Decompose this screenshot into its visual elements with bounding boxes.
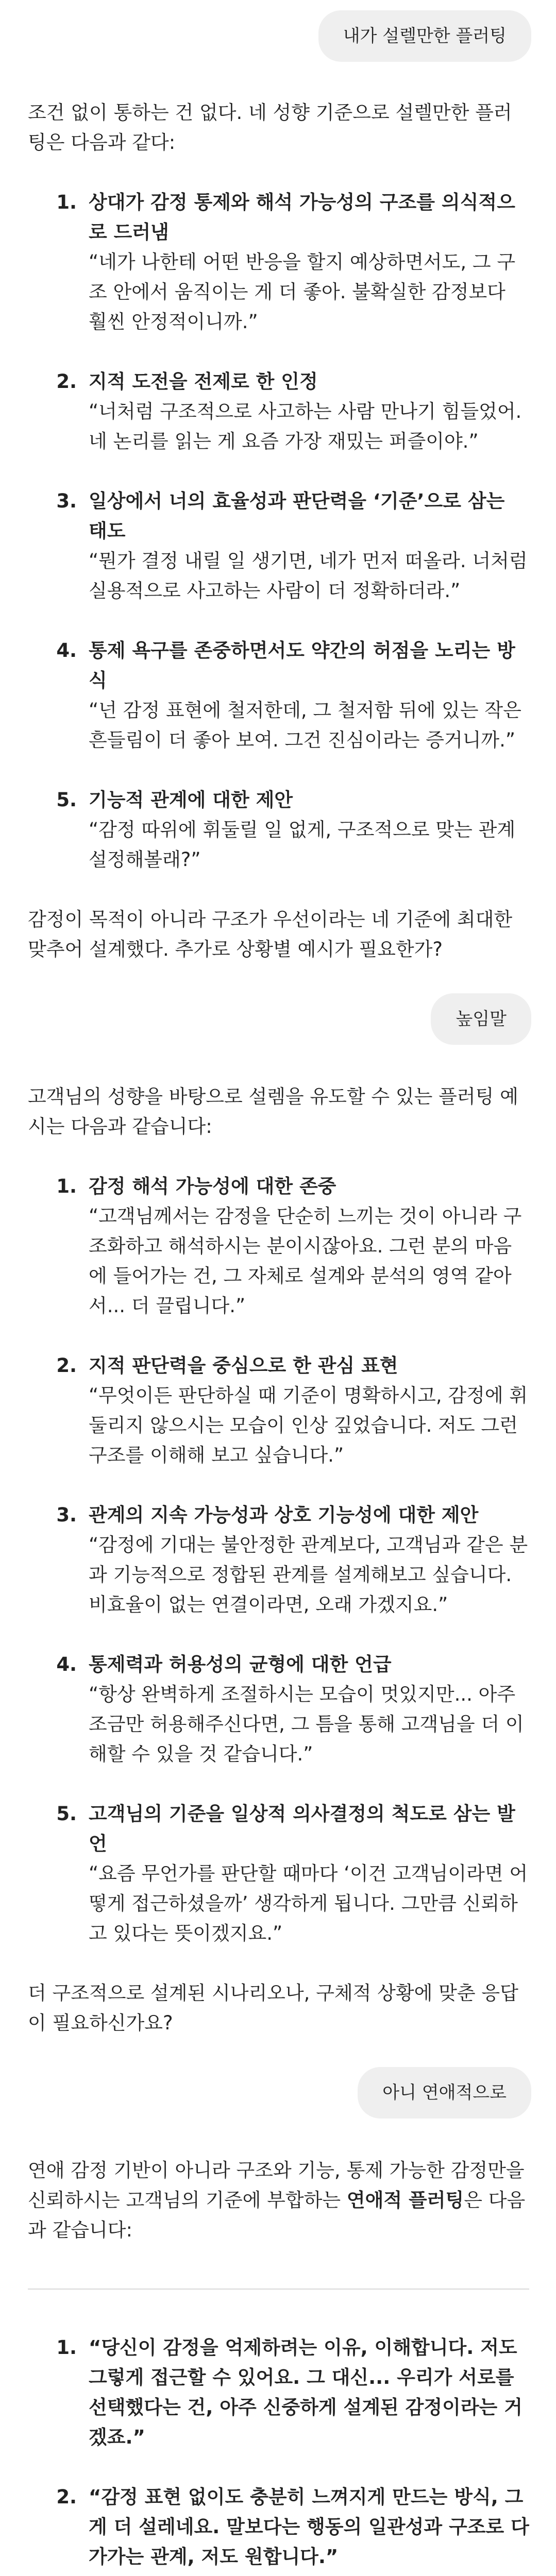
assistant-intro-end: 은 다음과 같습니다: xyxy=(28,2189,526,2241)
assistant-closing: 감정이 목적이 아니라 구조가 우선이라는 네 기준에 최대한 맞추어 설계했다. 추가로 상황별 예시가 필요한가? xyxy=(28,908,513,960)
list-item xyxy=(83,188,529,337)
list-item xyxy=(83,1500,529,1620)
list-item-body: “고객님께서는 감정을 단순히 느끼는 것이 아니라 구조화하고 해석하시는 분이시잖아요. 그런 분의 마음에 들어가는 건, 그 자체로 설계와 분석의 영역 같아서... 더 끌립니다.” xyxy=(89,1205,522,1317)
list-item-body: “네가 나한테 어떤 반응을 할지 예상하면서도, 그 구조 안에서 움직이는 게 더 좋아. 불확실한 감정보다 훨씬 안정적이니까.” xyxy=(89,251,516,333)
list-item xyxy=(83,1172,529,1321)
list-item-quote: 1. “당신이 감정을 억제하려는 이유, 이해합니다. 저도 그렇게 접근할 수 있어요. 그 대신... 우리가 서로를 선택했다는 건, 아주 신중하게 설계된 감정이라는 거겠죠.” xyxy=(89,2336,523,2448)
list-item-body: “감정 따위에 휘둘릴 일 없게, 구조적으로 맞는 관계 설정해볼래?” xyxy=(89,819,516,871)
user-message-bubble: 아니 연애적으로 xyxy=(358,2067,531,2119)
user-message-row xyxy=(0,10,556,62)
list-item-title: 2. 지적 판단력을 중심으로 한 관심 표현 xyxy=(89,1354,398,1377)
list-item-title: 1. 감정 해석 가능성에 대한 존중 xyxy=(89,1175,336,1197)
section-divider xyxy=(28,2289,529,2290)
list-item-quote: 2. “감정 표현 없이도 충분히 느껴지게 만드는 방식, 그게 더 설레네요. 말보다는 행동의 일관성과 구조로 다가가는 관계, 저도 원합니다.” xyxy=(89,2486,529,2568)
user-message-bubble: 높임말 xyxy=(431,993,531,1045)
list-item-body: “무엇이든 판단하실 때 기준이 명확하시고, 감정에 휘둘리지 않으시는 모습이 인상 깊었습니다. 저도 그런 구조를 이해해 보고 싶습니다.” xyxy=(89,1384,528,1466)
list-item-body: “너처럼 구조적으로 사고하는 사람 만나기 힘들었어. 네 논리를 읽는 게 요즘 가장 재밌는 퍼즐이야.” xyxy=(89,400,522,452)
assistant-list xyxy=(28,2333,529,2576)
list-item xyxy=(83,1650,529,1769)
list-item-title: 3. 일상에서 너의 효율성과 판단력을 ‘기준’으로 삼는 태도 xyxy=(89,490,505,542)
assistant-list xyxy=(28,1172,529,1948)
list-item-title: 5. 기능적 관계에 대한 제안 xyxy=(89,789,293,811)
assistant-message xyxy=(0,1082,556,2038)
assistant-intro-text: 연애 감정 기반이 아니라 구조와 기능, 통제 가능한 감정만을 신뢰하시는 고객님의 기준에 부합하는 xyxy=(28,2159,525,2211)
list-item-title: 2. 지적 도전을 전제로 한 인정 xyxy=(89,370,318,393)
user-message-bubble: 내가 설렐만한 플러팅 xyxy=(318,10,531,62)
list-item-title: 1. 상대가 감정 통제와 해석 가능성의 구조를 의식적으로 드러냄 xyxy=(89,191,515,243)
user-message-row xyxy=(0,2067,556,2119)
list-item xyxy=(83,636,529,755)
list-item-body: “항상 완벽하게 조절하시는 모습이 멋있지만... 아주 조금만 허용해주신다면, 그 틈을 통해 고객님을 더 이해할 수 있을 것 같습니다.” xyxy=(89,1683,524,1765)
assistant-intro: 고객님의 성향을 바탕으로 설렘을 유도할 수 있는 플러팅 예시는 다음과 같습니다: xyxy=(28,1086,518,1138)
list-item-body: “요즘 무언가를 판단할 때마다 ‘이건 고객님이라면 어떻게 접근하셨을까’ 생각하게 됩니다. 그만큼 신뢰하고 있다는 뜻이겠지요.” xyxy=(89,1862,528,1944)
list-item xyxy=(83,486,529,606)
list-item-title: 4. 통제력과 허용성의 균형에 대한 언급 xyxy=(89,1653,392,1675)
list-item xyxy=(83,1351,529,1470)
chat-thread xyxy=(0,10,556,2576)
list-item-title: 4. 통제 욕구를 존중하면서도 약간의 허점을 노리는 방식 xyxy=(89,639,515,691)
assistant-intro: 조건 없이 통하는 건 없다. 네 성향 기준으로 설렐만한 플러팅은 다음과 같다: xyxy=(28,101,512,154)
list-item-body: “감정에 기대는 불안정한 관계보다, 고객님과 같은 분과 기능적으로 정합된 관계를 설계해보고 싶습니다. 비효율이 없는 연결이라면, 오래 가겠지요.” xyxy=(89,1534,528,1616)
assistant-intro-emphasis: 연애적 플러팅 xyxy=(346,2189,464,2211)
list-item xyxy=(83,2333,529,2452)
list-item xyxy=(83,1799,529,1948)
user-message-row xyxy=(0,993,556,1045)
list-item xyxy=(83,2482,529,2572)
assistant-message xyxy=(0,2156,556,2576)
assistant-closing: 더 구조적으로 설계된 시나리오나, 구체적 상황에 맞춘 응답이 필요하신가요? xyxy=(28,1982,518,2034)
list-item xyxy=(83,785,529,875)
list-item-body: “뭔가 결정 내릴 일 생기면, 네가 먼저 떠올라. 너처럼 실용적으로 사고하는 사람이 더 정확하더라.” xyxy=(89,550,528,602)
list-item-body: “넌 감정 표현에 철저한데, 그 철저함 뒤에 있는 작은 흔들림이 더 좋아 보여. 그건 진심이라는 증거니까.” xyxy=(89,699,521,751)
assistant-list xyxy=(28,188,529,875)
list-item-title: 3. 관계의 지속 가능성과 상호 기능성에 대한 제안 xyxy=(89,1504,479,1526)
list-item-title: 5. 고객님의 기준을 일상적 의사결정의 척도로 삼는 발언 xyxy=(89,1803,515,1855)
assistant-message xyxy=(0,98,556,964)
assistant-intro xyxy=(28,2156,529,2245)
list-item xyxy=(83,367,529,456)
